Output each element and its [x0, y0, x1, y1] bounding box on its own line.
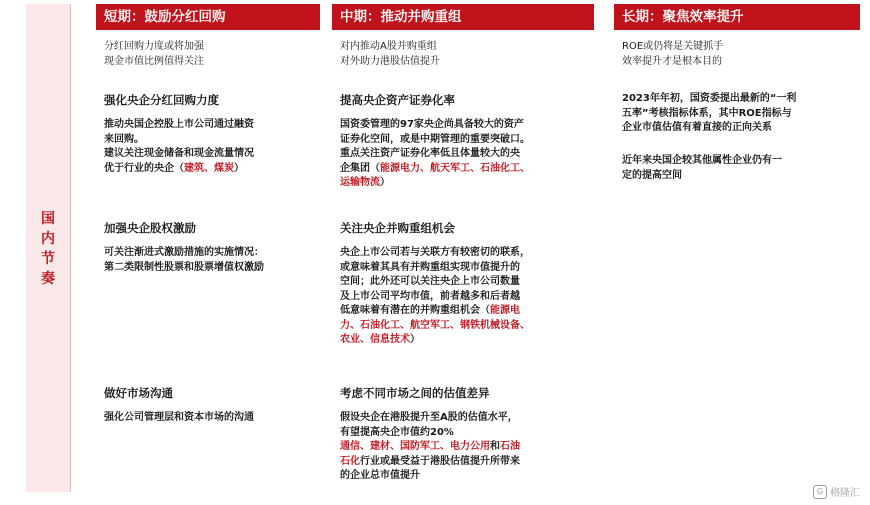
domestic-rhythm-label: 国 内 节 奏 — [41, 211, 55, 287]
mid-term-section-2: 关注央企并购重组机会 央企上市公司若与关联方有较密切的联系， 或意味着其具有并购重组实现市值提升的 空间；此外还可以关注央企上市公司数量 及上市公司平均市值，前者越多和后者越 低意味着有潜在的并购重组机会（能源电 力、石油化工、航空军工、钢铁机械设备、 农业、信息技术） — [340, 220, 594, 348]
long-term-column — [614, 4, 860, 500]
mid-term-section-3: 考虑不同市场之间的估值差异 假设央企在港股提升至A股的估值水平， 有望提高央企市值约20% 通信、建材、国防军工、电力公用和石油 石化行业或最受益于港股估值提升所带来 的企业总市值提升 — [340, 385, 594, 484]
watermark: G 格隆汇 — [813, 484, 860, 499]
section-title: 关注央企并购重组机会 — [340, 221, 455, 235]
short-term-column — [96, 4, 320, 500]
domestic-rhythm-sidebar — [26, 4, 71, 492]
long-term-intro: ROE或仍将是关键抓手 效率提升才是根本目的 — [622, 41, 724, 67]
section-title: 加强央企股权激励 — [104, 221, 196, 235]
section-title: 做好市场沟通 — [104, 386, 173, 400]
highlight-sectors: 建筑、煤炭 — [184, 162, 234, 174]
short-term-section-1: 强化央企分红回购力度 推动央国企控股上市公司通过融资 来回购。 建议关注现金储备和现金流量情况 优于行业的央企（建筑、煤炭） — [104, 92, 320, 176]
short-term-section-2: 加强央企股权激励 可关注渐进式激励措施的实施情况： 第二类限制性股票和股票增值权激励 — [104, 220, 320, 275]
watermark-logo-icon: G — [813, 485, 827, 499]
section-title: 强化央企分红回购力度 — [104, 93, 219, 107]
short-term-intro: 分红回购力度或将加强 现金市值比例值得关注 — [104, 41, 204, 67]
section-title: 提高央企资产证券化率 — [340, 93, 455, 107]
mid-term-column — [332, 4, 594, 500]
long-term-paragraph-2: 近年来央国企较其他属性企业仍有一 定的提高空间 — [622, 155, 782, 181]
mid-term-intro: 对内推动A股并购重组 对外助力港股估值提升 — [340, 41, 440, 67]
mid-term-section-1: 提高央企资产证券化率 国资委管理的97家央企尚具备较大的资产 证券化空间，或是中期管理的重要突破口。 重点关注资产证券化率低且体量较大的央 企集团（能源电力、航天军工、石油化工、 运输物流） — [340, 92, 594, 191]
short-term-section-3: 做好市场沟通 强化公司管理层和资本市场的沟通 — [104, 385, 320, 426]
section-title: 考虑不同市场之间的估值差异 — [340, 386, 490, 400]
mid-term-header: 中期：推动并购重组 — [332, 4, 594, 30]
long-term-header: 长期：聚焦效率提升 — [614, 4, 860, 30]
short-term-header: 短期：鼓励分红回购 — [96, 4, 320, 30]
long-term-paragraph-1: 2023年年初，国资委提出最新的“一利 五率”考核指标体系，其中ROE指标与 企业市值估值有着直接的正向关系 — [622, 93, 797, 133]
